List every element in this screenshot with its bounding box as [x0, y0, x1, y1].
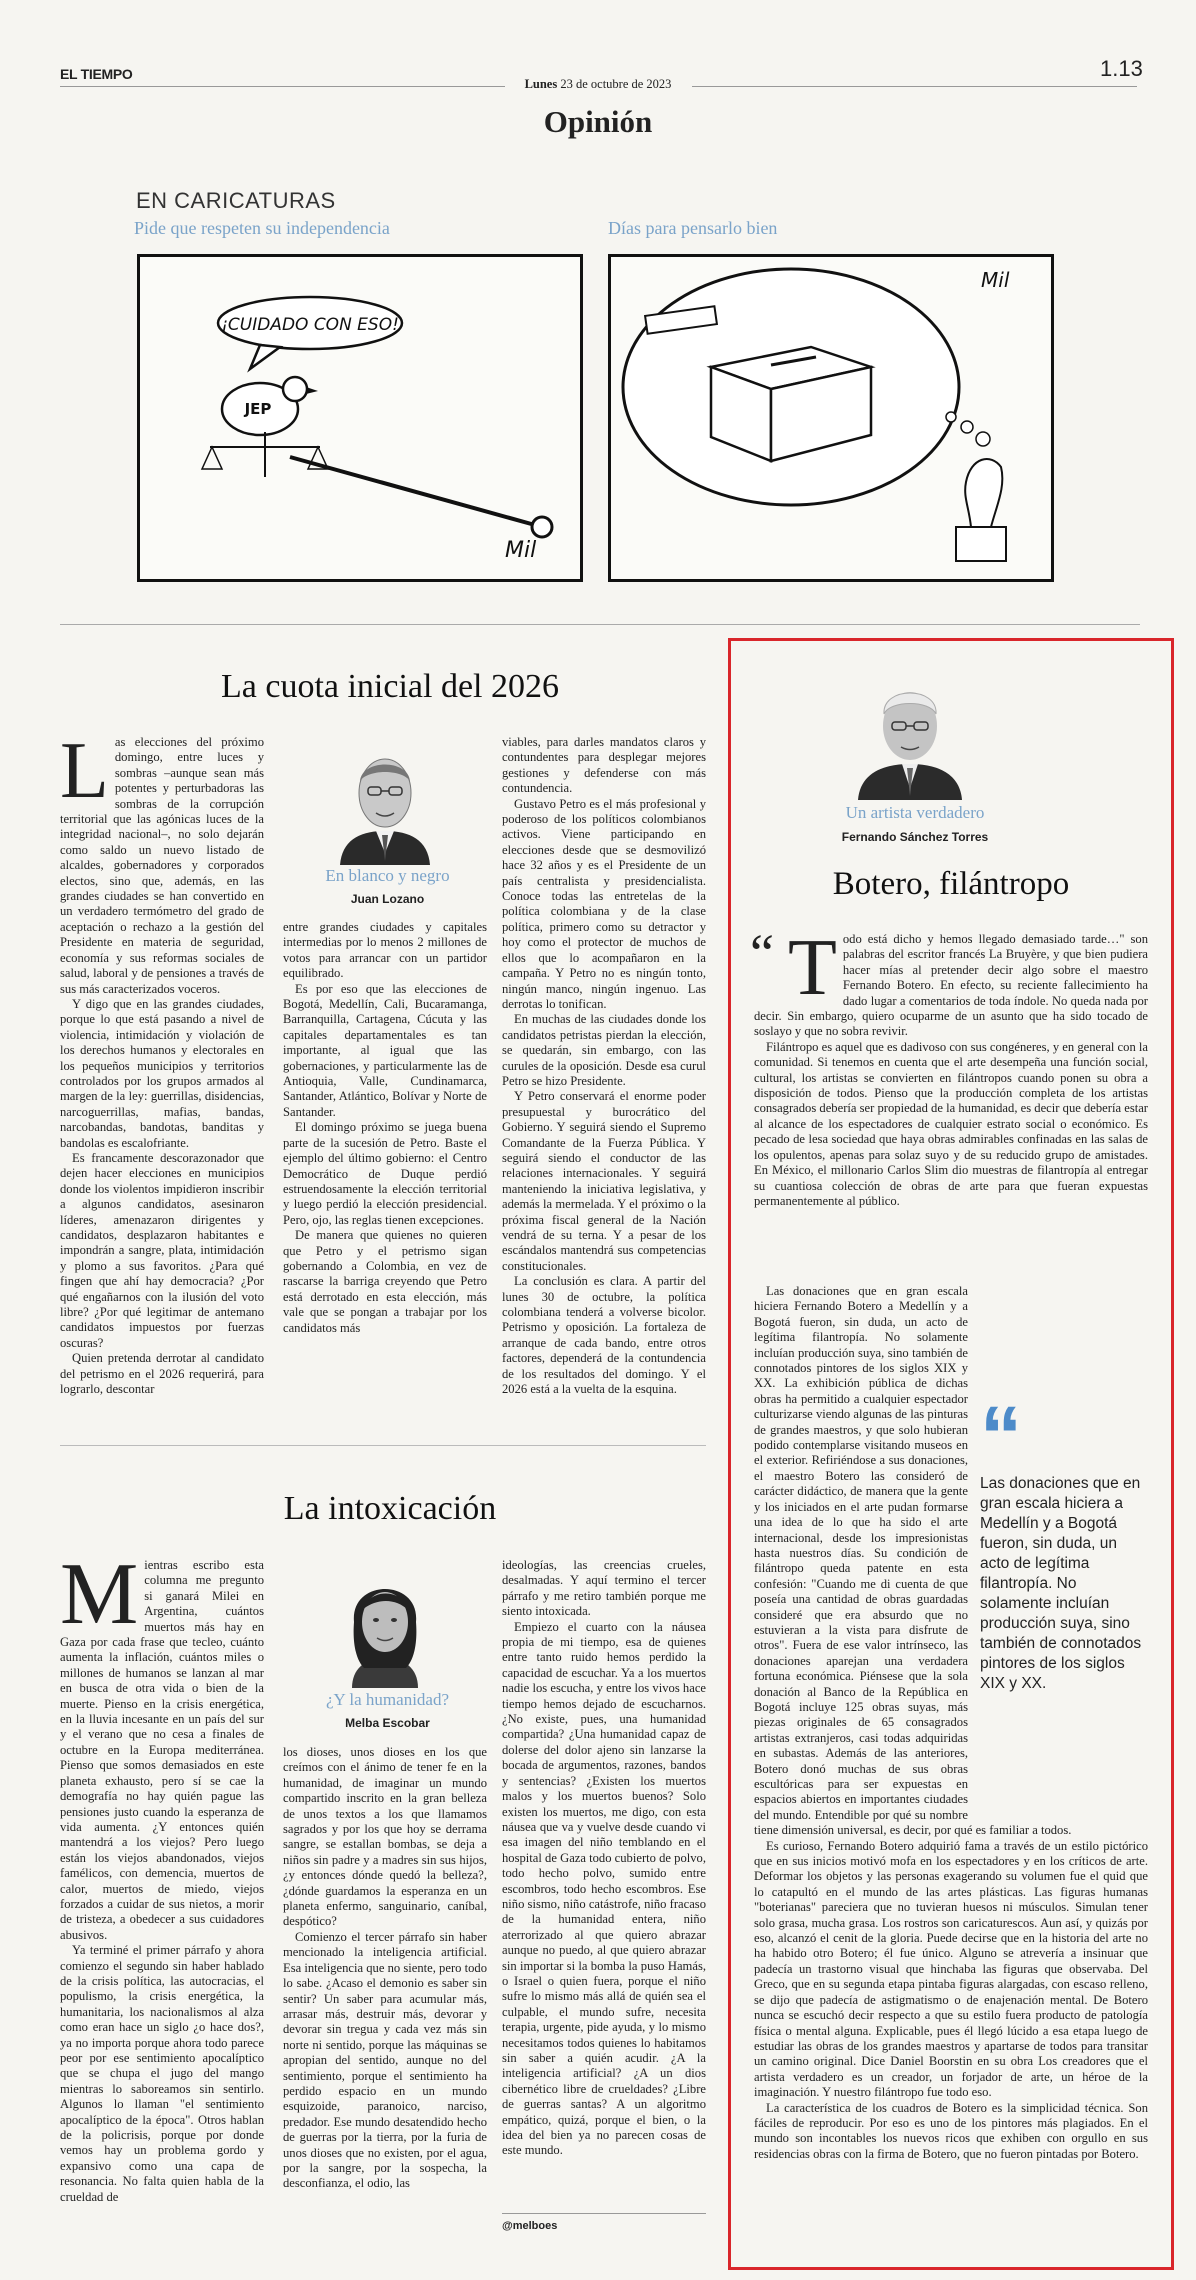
sanchez-body-top: [750, 923, 1148, 1209]
lozano-para-9: viables, para darles mandatos claros y contundentes para desplegar mejores gestiones y defenderse con más contundencia.: [502, 735, 706, 796]
masthead-day: Lunes: [524, 77, 558, 91]
lozano-para-4: Quien pretenda derrotar al candidato del petrismo en el 2026 requerirá, para lograrlo, descontar: [60, 1351, 264, 1397]
sanchez-para-4: Es curioso, Fernando Botero adquirió fama a través de un estilo pictórico que en sus inicios motivó mofa en los espectadores y en los críticos de arte. Deformar los objetos y las personas exagerando su volumen fue el quid que lo catapultó en el mundo de las artes plásticas. Las figuras humanas "boterianas" pareciera que no tuvieran huesos ni músculos. Simulan tener solo grasa, mucha grasa. Los rostros son caricaturescos. Aun así, y quizás por eso, alcanzó el cenit de la gloria. Puede decirse que en la historia del arte no ha habido otro Botero; él fue único. Alguno se atrevería a insinuar que padecía un trastorno visual que hinchaba las figuras que observaba. Del Greco, que en su segunda etapa pintaba figuras alargadas, con escaso relleno, se dijo que padecía de astigmatismo o de enajenación mental. De Botero nunca se escuchó decir respecto a que su estilo fuera producto de patología física o mental alguna. Explicable, pues él llegó lúcido a esa etapa luego de estudiar las obras de los grandes maestros y apartarse de todos para transitar un camino original. Dice Daniel Boorstin en su obra Los creadores que el artista verdadero es un creador, un forjador de arte, un héroe de la imaginación. Y nuestro filántropo fue todo eso.: [754, 1838, 1148, 2100]
cartoon-badge: JEP: [244, 400, 272, 418]
rule-masthead-right: [692, 86, 1137, 87]
lozano-dropcap: L: [60, 727, 109, 815]
masthead-date-text: 23 de octubre de 2023: [560, 77, 672, 91]
escobar-col2: [283, 1745, 487, 2192]
lozano-para-12: Y Petro conservará el enorme poder presupuestal y burocrático del Gobierno. Y seguirá siendo el Supremo Comandante de la Fuerza Pública. Y seguirá siendo el conductor de las relaciones internacionales. Y seguirá manteniendo la iniciativa legislativa, y además la mermelada. Y el próximo o la próxima fiscal general de la Nación vendrá de su terna. Y a pesar de los escándalos mantendrá sus competencias constitucionales.: [502, 1089, 706, 1273]
escobar-col3: [502, 1558, 706, 2159]
sanchez-photo: [850, 670, 970, 800]
masthead-date: [0, 77, 1196, 92]
cartoon-left: [137, 254, 583, 582]
lozano-para-6: Es por eso que las elecciones de Bogotá, Medellín, Cali, Bucaramanga, Barranquilla, Cartagena, Cúcuta y las capitales departamentales es tan importante, al igual que las gobernaciones, y particularmente las de Antioquia, Valle, Cundinamarca, Santander, Atlántico, Bolívar y Norte de Santander.: [283, 981, 487, 1119]
sanchez-para-1-text: odo está dicho y hemos llegado demasiado tarde…" son palabras del escritor francés La Bruyère, y que bien pudiera hacer mías al pretender decir algo sobre el maestro Fernando Botero. En efecto, su reciente fallecimiento ha dado lugar a comentarios de toda índole. No queda nada por decir. Sin embargo, quiero ocuparme de un asunto que ha sido tocado de soslayo y que no sobra revivir.: [754, 932, 1148, 1039]
sanchez-para-1: [750, 923, 1148, 1040]
lozano-column-name: En blanco y negro: [325, 866, 450, 885]
escobar-para-1: [60, 1546, 264, 1943]
escobar-dropcap: M: [60, 1546, 139, 1643]
sanchez-para-2: Filántropo es aquel que es dadivoso con sus congéneres, y en general con la comunidad. Si tenemos en cuenta que el arte desempeña una función social, cultural, los artistas se convierten en filántropos cuando ponen su obra a disposición de todos. Pienso que la producción completa de los artistas consagrados debería ser propiedad de la humanidad, es decir que debería estar al alcance de los espectadores de cualquier estrato social o económico. Es pecado de lesa sociedad que haya obras admirables confinadas en las salas de los opulentos, apenas para solaz suyo y de su reducido grupo de amistades. En México, el millonario Carlos Slim dio muestras de filantropía al entregar su cuantiosa colección de obras de arte para que fueran expuestas permanentemente al público.: [754, 1039, 1148, 1208]
escobar-para-6: Empiezo el cuarto con la náusea propia de mi tiempo, esa de quienes entre tanto ruido hemos perdido la capacidad de escuchar. Ya a los muertos nadie los escucha, y entre los vivos hace tiempo hemos dejado de escucharnos. ¿No existe, pues, una humanidad compartida? ¿Una humanidad capaz de dolerse del dolor ajeno sin lanzarse la bocada de argumentos, razones, bandos y sentencias? ¿Existen los muertos malos y los muertos buenos? Solo existen los muertos, me digo, con esta náusea que va y vuelve desde cuando vi esa imagen del niño temblando en el hospital de Gaza todo cubierto de polvo, todo hecho polvo, sumido entre escombros, todo hecho escombros. Ese niño sismo, niño catástrofe, niño fracaso de la humanidad entera, niño aterrorizado al que quiero abrazar aunque no puedo, al que quiero abrazar sin importar si la bomba la puso Hamás, o Israel o quien fuera, porque el niño sufre lo mismo más allá de quién sea el culpable, el mundo sufre, necesita terapia, urgente, pide ayuda, y lo mismo necesitamos todos quienes lo habitamos sin saber a quién acudir. ¿A la inteligencia artificial? ¿A un dios cibernético libre de crueldades? ¿Libre de guerras santas? A un algoritmo empático, quizá, porque el bien, o la idea del bien ya no parecen cosas de este mundo.: [502, 1619, 706, 2158]
lozano-col3: [502, 735, 706, 1397]
cartoon-speech: ¡CUIDADO CON ESO!: [221, 315, 399, 335]
lozano-para-1: [60, 727, 264, 997]
lozano-para-5: entre grandes ciudades y capitales intermedias por lo menos 2 millones de votos para arrancar con un partidor equilibrado.: [283, 920, 487, 981]
sanchez-open-quote: “: [750, 923, 774, 983]
rule-between-columns: [60, 1445, 706, 1446]
lozano-para-8: De manera que quienes no quieren que Petro y el petrismo sigan gobernando a Colombia, en vez de rascarse la barriga creyendo que Petro está derrotado en esta elección, más vale que se pongan a trabajar por los candidatos más: [283, 1228, 487, 1335]
sanchez-pullquote: Las donaciones que en gran escala hiciera a Medellín y a Bogotá fueron, sin duda, un acto de legítima filantropía. No solamente incluían producción suya, sino también de connotados pintores de los siglos XIX y XX.: [980, 1475, 1142, 1692]
sanchez-para-5: La característica de los cuadros de Botero es la simplicidad técnica. Son fáciles de reproducir. Por eso es uno de los pintores más plagiados. En el mundo son incontables los nuevos ricos que exhiben con orgullo en sus residencias obras con la firma de Botero, que no fueron pintadas por Botero.: [754, 2100, 1148, 2161]
sanchez-column-name: Un artista verdadero: [845, 803, 985, 822]
escobar-para-5: ideologías, las creencias crueles, desalmadas. Y aquí termino el tercer párrafo y me retiro también porque me siento intoxicada.: [502, 1558, 706, 1619]
sanchez-author: Fernando Sánchez Torres: [841, 830, 989, 844]
escobar-para-4: Comienzo el tercer párrafo sin haber mencionado la inteligencia artificial. Esa inteligencia que no siente, pero todo lo sabe. ¿Acaso el demonio es saber sin sentir? Un saber para acumular más, arrasar más, destruir más, devorar y devorar sin tregua y cada vez más sin norte ni sentido, porque las máquinas se apropian del sentido, aunque no del sentimiento, porque el sentimiento ha perdido espacio en un mundo esquizoide, paranoico, narciso, predador. Ese mundo desatendido hecho de guerras por la tierra, por la furia de unos dioses que no existen, por el agua, por la sangre, por la sospecha, la desconfianza, el odio, las: [283, 1929, 487, 2191]
sanchez-headline: Botero, filántropo: [832, 866, 1070, 902]
cartoon-left-signature: Mil: [505, 538, 537, 563]
cartoons-label: EN CARICATURAS: [136, 188, 336, 213]
lozano-para-7: El domingo próximo se juega buena parte de la sucesión de Petro. Baste el ejemplo del último gobierno: el Centro Democrático de Duque perdió estruendosamente la elección territorial y luego perdió la elección presidencial. Pero, ojo, las reglas tienen excepciones.: [283, 1120, 487, 1227]
sanchez-para-3: Las donaciones que en gran escala hiciera Fernando Botero a Medellín y a Bogotá fueron, sin duda, un acto de legítima filantropía. No solamente incluían producción suya, sino también de connotados pintores de los siglos XIX y XX. La exhibición pública de dichas obras ha permitido a cualquier espectador culturizarse viendo algunas de las pinturas de grandes maestros, y que solo hubieran podido contemplarse visitando museos en el exterior. Refiriéndose a sus donaciones, el maestro Botero las consideró de carácter didáctico, de manera que la gente y los iniciados en el arte pudan formarse una idea de lo que ha sido el arte internacional, desde los impresionistas hasta nuestros días. Su condición de filántropo queda patente en esta confesión: "Cuando me di cuenta de que poseía una cantidad de obras guardadas consideré que era absurdo que no estuvieran a la vista para disfrute de otros". Fuera de ese valor intrínseco, las donaciones aparejan una verdadera fortuna económica. Piénsese que la sola donación al Banco de la República en Bogotá incluye 125 obras suyas, más piezas originales de 65 consagrados artistas extranjeros, casi todas adquiridas en subastas. Además de las anteriores, Botero donó muchas de sus obras escultóricas para ser expuestas en espacios abiertos en importantes ciudades del mundo. Entendible por qué su nombre tiene dimensión universal, es decir, por qué es familiar a todos.: [754, 1284, 1072, 1838]
rule-masthead-left: [60, 86, 505, 87]
escobar-para-3: los dioses, unos dioses en los que creímos con el ánimo de tener fe en la humanidad, de imaginar un mundo compartido inscrito en la gran belleza de unos textos a los que llamamos sagrados y por los que hoy se derrama sangre, se estallan bombas, se deja a niños sin padre y a madres sin sus hijos, ¿y entonces dónde quedó la belleza?, ¿dónde guardamos la esperanza en un planeta enfermo, sanguinario, caníbal, despótico?: [283, 1745, 487, 1929]
lozano-para-13: La conclusión es clara. A partir del lunes 30 de octubre, la política colombiana tenderá a volverse bicolor. Petrismo y oposición. La fortaleza de arranque de cada bando, entre otros factores, dependerá de la contundencia de los resultados del domingo. Y el 2026 está a la vuelta de la esquina.: [502, 1274, 706, 1397]
cartoon-right-signature: Mil: [981, 268, 1010, 292]
lozano-para-1-text: as elecciones del próximo domingo, entre luces y sombras –aunque sean más potentes y perturbadoras las sombras de la corrupción territorial que las agónicas luces de la integridad nacional–, no solo dejarán como saldo un nuevo listado de alcaldes, gobernadores y corporados electos, sino que, además, en las grandes ciudades se han convertido en un verdadero termómetro del grado de aceptación o rechazo a la gestión del Presidente en materia de seguridad, economía y sus reformas sociales de salud, laboral y de pensiones a través de sus más caracterizados voceros.: [60, 735, 264, 996]
lozano-para-2: Y digo que en las grandes ciudades, porque lo que está pasando a nivel de violencia, intimidación y violación de los derechos humanos y electorales en los pequeños municipios y territorios controlados por los grupos armados al margen de la ley: guerrillas, disidencias, narcoguerrillas, mafias, bandas, narcobandas, bandotas, banditas y bandolas es escalofriante.: [60, 996, 264, 1150]
lozano-para-11: En muchas de las ciudades donde los candidatos petristas pierdan la elección, se quedarán, sin embargo, con las curules de la oposición. Desde esa curul Petro se hizo Presidente.: [502, 1012, 706, 1088]
page-number: 1.13: [1100, 56, 1143, 81]
lozano-col1: [60, 727, 264, 1397]
quote-icon: “: [980, 1389, 1022, 1483]
sanchez-body-mid: [754, 1284, 1148, 2162]
rule-under-cartoons: [60, 624, 1140, 625]
lozano-author: Juan Lozano: [350, 892, 425, 906]
cartoon-left-title: Pide que respeten su independencia: [134, 218, 390, 238]
escobar-handle: @melboes: [502, 2220, 558, 2232]
escobar-para-1-text: ientras escribo esta columna me pregunto si ganará Milei en Argentina, cuántos muertos más hay en Gaza por cada frase que tecleo, cuánto aumenta la inflación, cuántos miles o millones de humanos se lanzan al mar en busca de otra vida o bien de la muerte. Pienso en la crisis energética, en la lluvia incesante en un país del sur y el verano que no cesa a finales de octubre en la Europa mediterránea. Pienso que somos demasiados en este planeta exhausto, pero sí se cae la demografía no hay quién pague las pensiones justo cuando la esperanza de vida aumenta. ¿Y entonces quién mantendrá a los viejos? Pero luego están los viejos abandonados, viejos famélicos, con demencia, muertos de calor, muertos de miedo, viejos forzados a cuidar de sus nietos, a morir de tristeza, a obedecer a sus cuidadores abusivos.: [60, 1558, 264, 1942]
sanchez-dropcap: T: [788, 924, 837, 1012]
escobar-column-name: ¿Y la humanidad?: [325, 1690, 450, 1709]
sanchez-pullquote-box: [980, 1389, 1148, 1814]
masthead-paper: EL TIEMPO: [60, 66, 133, 82]
cartoon-right: [608, 254, 1054, 582]
lozano-headline: La cuota inicial del 2026: [221, 668, 559, 705]
lozano-para-3: Es francamente descorazonador que dejen hacer elecciones en municipios donde los violentos impidieron inscribir a algunos candidatos, asesinaron líderes, amenazaron dirigentes y candidatos, desplazaron habitantes e impondrán a sangre, plata, intimidación y plomo a sus favoritos. ¿Para qué fingen que ahí hay democracia? ¿Por qué engañarnos con la ilusión del voto libre? ¿Por qué legitimar de antemano candidatos impuestos por fuerzas oscuras?: [60, 1150, 264, 1350]
cartoon-left-drawing: [140, 257, 580, 579]
escobar-author: Melba Escobar: [345, 1716, 430, 1730]
section-title: Opinión: [543, 104, 653, 139]
lozano-para-10: Gustavo Petro es el más profesional y poderoso de los políticos colombianos activos. Viene participando en elecciones desde que se desmovilizó hace 32 años y es el Presidente de un país centralista y presidencialista. Conoce todas las entretelas de la política colombiana y de la clase política, primero como su detractor y hoy como el protector de muchos de ellos que lo acompañaron en la campaña. Y Petro no es ningún tonto, ningún manco, ningún ingenuo. Las derrotas lo tonifican.: [502, 796, 706, 1011]
rule-escobar-handle: [502, 2213, 706, 2214]
escobar-para-2: Ya terminé el primer párrafo y ahora comienzo el segundo sin haber hablado de la crisis política, las autocracias, el populismo, la crisis energética, la humanitaria, los nacionalismos al alza como eran hace un siglo ¿o hace dos?, ya no importa porque ahora todo parece peor por ese sentimiento apocalíptico que se chupa el jugo del mango mientras lo saboreamos sin sentirlo. Algunos lo llaman "el sentimiento apocalíptico de la época". Otros hablan de la policrisis, porque por donde vemos hay un problema gordo y expansivo como una capa de resonancia. No falta quien habla de la crueldad de: [60, 1943, 264, 2204]
lozano-col2: [283, 920, 487, 1336]
cartoon-right-drawing: [611, 257, 1051, 579]
escobar-headline: La intoxicación: [283, 1490, 497, 1527]
lozano-photo: [330, 735, 440, 865]
escobar-col1: [60, 1546, 264, 2205]
escobar-photo: [330, 1558, 440, 1688]
cartoon-right-title: Días para pensarlo bien: [608, 218, 778, 238]
